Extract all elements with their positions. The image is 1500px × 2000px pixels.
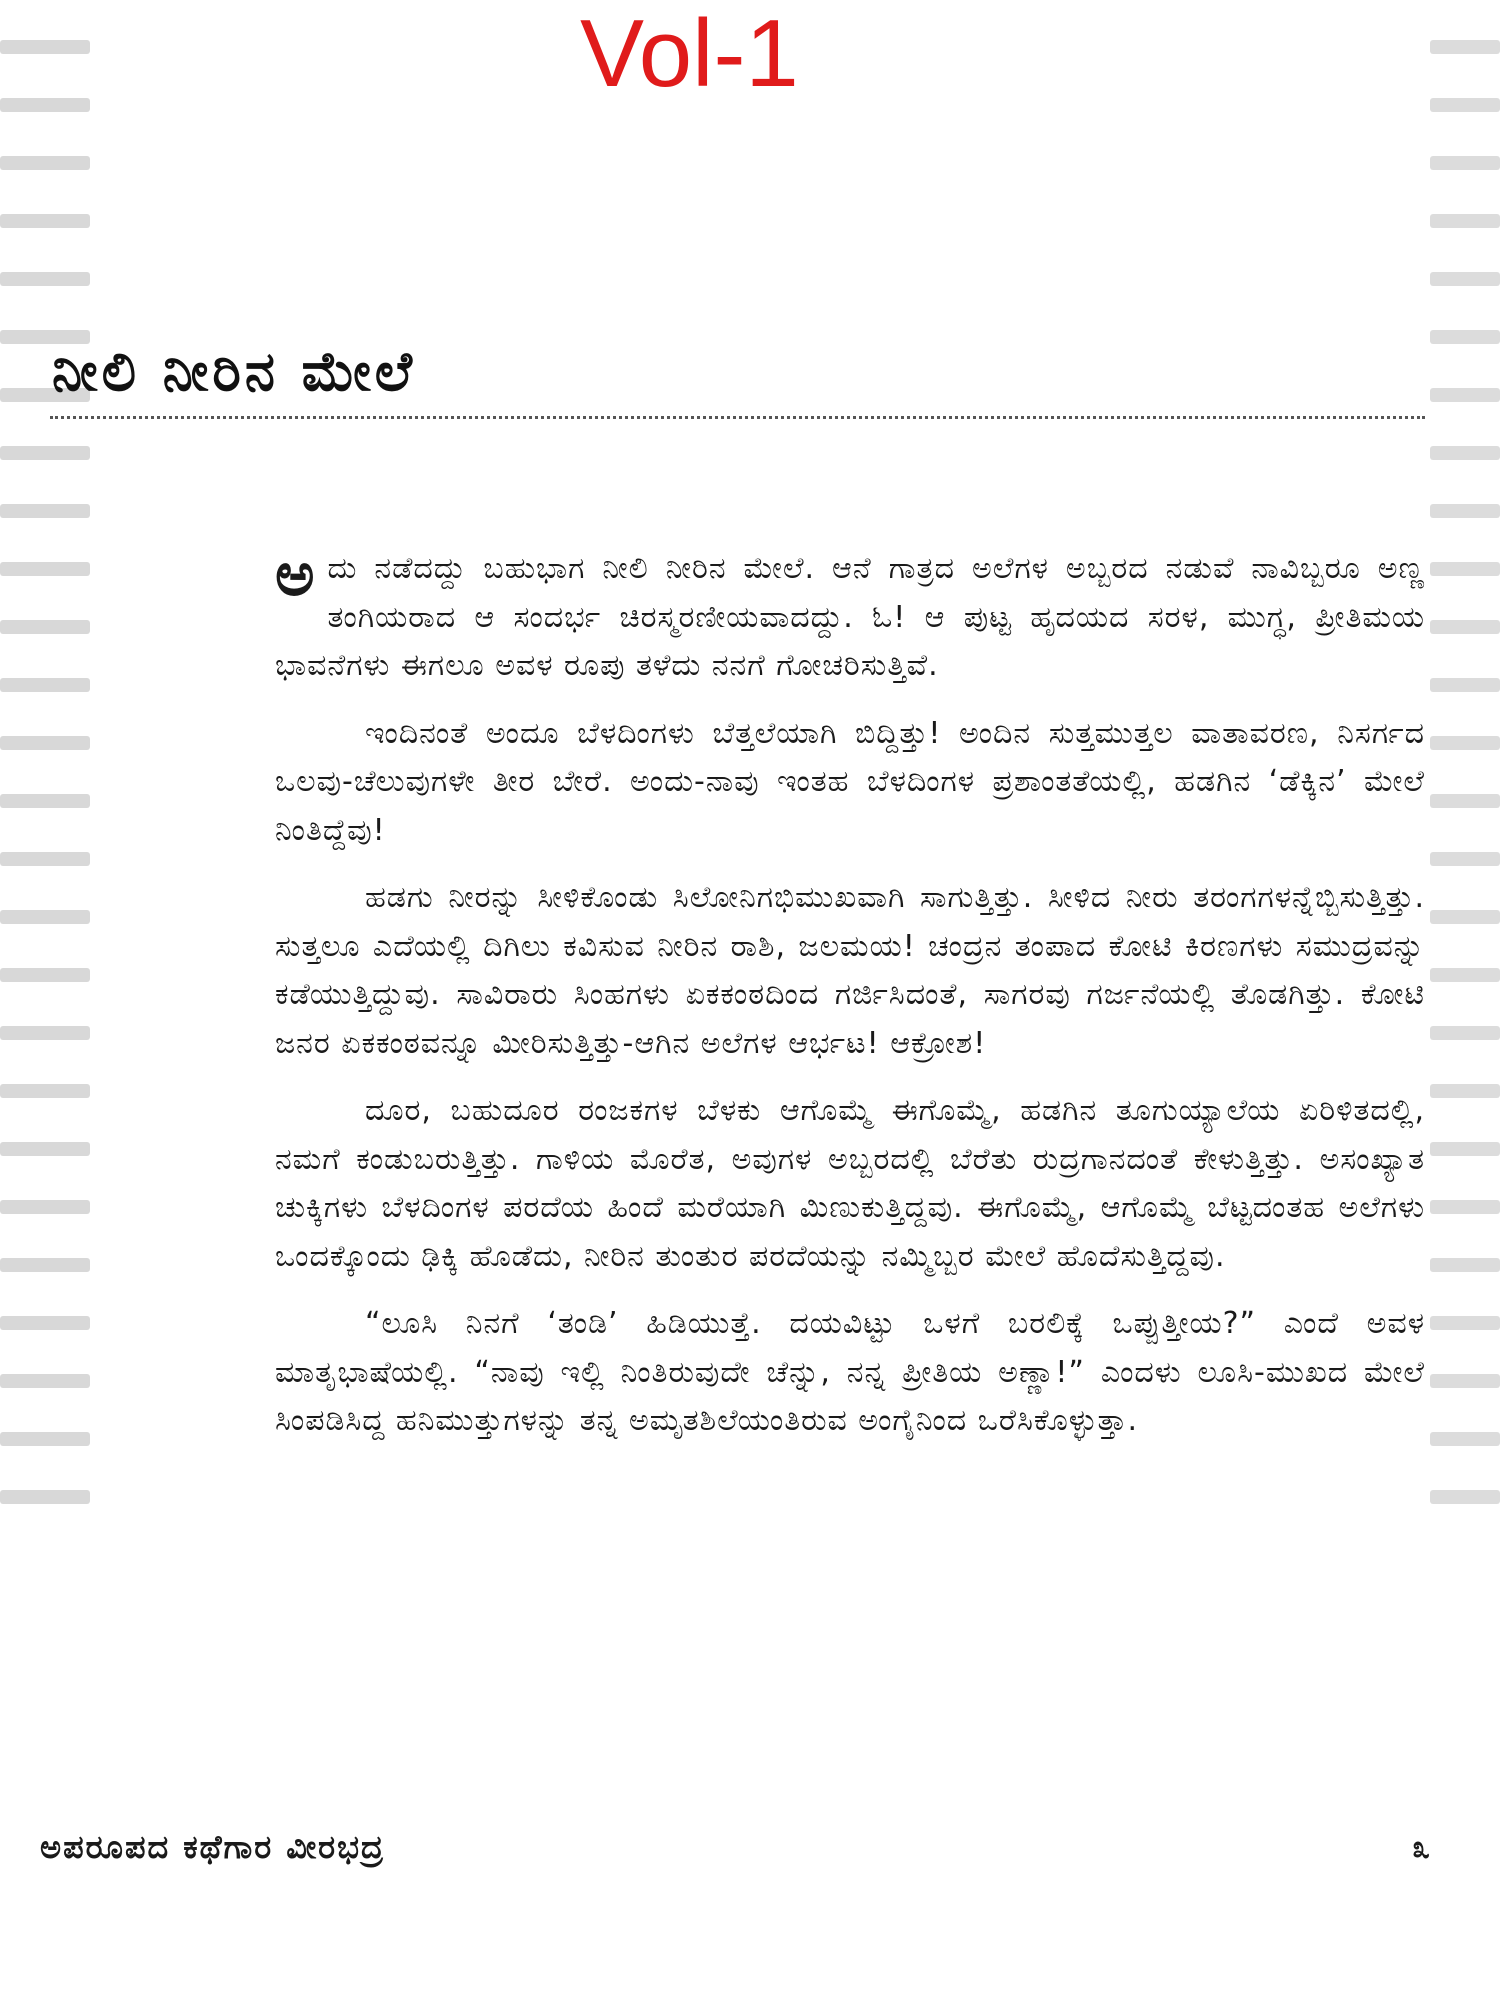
volume-label: Vol-1 [580, 0, 799, 107]
paragraph: ದೂರ, ಬಹುದೂರ ರಂಜಕಗಳ ಬೆಳಕು ಆಗೊಮ್ಮೆ ಈಗೊಮ್ಮೆ, ಹಡಗಿನ ತೂಗುಯ್ಯಾಲೆಯ ಏರಿಳಿತದಲ್ಲಿ, ನಮಗೆ ಕಂಡುಬರುತ್ತಿತ್ತು. ಗಾಳಿಯ ಮೊರೆತ, ಅವುಗಳ ಅಬ್ಬರದಲ್ಲಿ ಬೆರೆತು ರುದ್ರಗಾನದಂತೆ ಕೇಳುತ್ತಿತ್ತು. ಅಸಂಖ್ಯಾತ ಚುಕ್ಕಿಗಳು ಬೆಳದಿಂಗಳ ಪರದೆಯ ಹಿಂದೆ ಮರೆಯಾಗಿ ಮಿಣುಕುತ್ತಿದ್ದವು. ಈಗೊಮ್ಮೆ, ಆಗೊಮ್ಮೆ ಬೆಟ್ಟದಂತಹ ಅಲೆಗಳು ಒಂದಕ್ಕೊಂದು ಢಿಕ್ಕಿ ಹೊಡೆದು, ನೀರಿನ ತುಂತುರ ಪರದೆಯನ್ನು ನಮ್ಮಿಬ್ಬರ ಮೇಲೆ ಹೊದೆಸುತ್ತಿದ್ದವು. [275, 1093, 1425, 1274]
paragraph [275, 540, 1425, 691]
book-title: ಅಪರೂಪದ ಕಥೆಗಾರ ವೀರಭದ್ರ [40, 1828, 386, 1866]
page-number: ೩ [1412, 1828, 1430, 1866]
paragraph-text: ದು ನಡೆದದ್ದು ಬಹುಭಾಗ ನೀಲಿ ನೀರಿನ ಮೇಲೆ. ಆನೆ ಗಾತ್ರದ ಅಲೆಗಳ ಅಬ್ಬರದ ನಡುವೆ ನಾವಿಬ್ಬರೂ ಅಣ್ಣ ತಂಗಿಯರಾದ ಆ ಸಂದರ್ಭ ಚಿರಸ್ಮರಣೀಯವಾದದ್ದು. ಓ! ಆ ಪುಟ್ಟ ಹೃದಯದ ಸರಳ, ಮುಗ್ಧ, ಪ್ರೀತಿಮಯ ಭಾವನೆಗಳು ಈಗಲೂ ಅವಳ ರೂಪು ತಳೆದು ನನಗೆ ಗೋಚರಿಸುತ್ತಿವೆ. [275, 551, 1425, 683]
paragraph: “ಲೂಸಿ ನಿನಗೆ ‘ತಂಡಿ’ ಹಿಡಿಯುತ್ತೆ. ದಯವಿಟ್ಟು ಒಳಗೆ ಬರಲಿಕ್ಕೆ ಒಪ್ಪುತ್ತೀಯ?” ಎಂದೆ ಅವಳ ಮಾತೃಭಾಷೆಯಲ್ಲಿ. “ನಾವು ಇಲ್ಲಿ ನಿಂತಿರುವುದೇ ಚೆನ್ನು, ನನ್ನ ಪ್ರೀತಿಯ ಅಣ್ಣಾ!” ಎಂದಳು ಲೂಸಿ-ಮುಖದ ಮೇಲೆ ಸಿಂಪಡಿಸಿದ್ದ ಹನಿಮುತ್ತುಗಳನ್ನು ತನ್ನ ಅಮೃತಶಿಲೆಯಂತಿರುವ ಅಂಗೈನಿಂದ ಒರೆಸಿಕೊಳ್ಳುತ್ತಾ. [275, 1306, 1425, 1438]
paragraph: ಇಂದಿನಂತೆ ಅಂದೂ ಬೆಳದಿಂಗಳು ಬೆತ್ತಲೆಯಾಗಿ ಬಿದ್ದಿತ್ತು! ಅಂದಿನ ಸುತ್ತಮುತ್ತಲ ವಾತಾವರಣ, ನಿಸರ್ಗದ ಒಲವು-ಚೆಲುವುಗಳೇ ತೀರ ಬೇರೆ. ಅಂದು-ನಾವು ಇಂತಹ ಬೆಳದಿಂಗಳ ಪ್ರಶಾಂತತೆಯಲ್ಲಿ, ಹಡಗಿನ ‘ಡೆಕ್ಕಿನ’ ಮೇಲೆ ನಿಂತಿದ್ದೆವು! [275, 715, 1425, 848]
paragraph: ಹಡಗು ನೀರನ್ನು ಸೀಳಿಕೊಂಡು ಸಿಲೋನಿಗಭಿಮುಖವಾಗಿ ಸಾಗುತ್ತಿತ್ತು. ಸೀಳಿದ ನೀರು ತರಂಗಗಳನ್ನೆಬ್ಬಿಸುತ್ತಿತ್ತು. ಸುತ್ತಲೂ ಎದೆಯಲ್ಲಿ ದಿಗಿಲು ಕವಿಸುವ ನೀರಿನ ರಾಶಿ, ಜಲಮಯ! ಚಂದ್ರನ ತಂಪಾದ ಕೋಟಿ ಕಿರಣಗಳು ಸಮುದ್ರವನ್ನು ಕಡೆಯುತ್ತಿದ್ದುವು. ಸಾವಿರಾರು ಸಿಂಹಗಳು ಏಕಕಂಠದಿಂದ ಗರ್ಜಿಸಿದಂತೆ, ಸಾಗರವು ಗರ್ಜನೆಯಲ್ಲಿ ತೊಡಗಿತ್ತು. ಕೋಟಿ ಜನರ ಏಕಕಂಠವನ್ನೂ ಮೀರಿಸುತ್ತಿತ್ತು-ಆಗಿನ ಅಲೆಗಳ ಆರ್ಭಟ! ಆಕ್ರೋಶ! [275, 880, 1425, 1061]
chapter-title: ನೀಲಿ ನೀರಿನ ಮೇಲೆ [52, 340, 416, 403]
facing-page-bleed-left [0, 40, 90, 1560]
page-footer [40, 1828, 1460, 1872]
title-dotted-rule [50, 416, 1425, 419]
drop-cap: ಅ [275, 540, 316, 610]
body-text [275, 540, 1425, 1465]
facing-page-bleed-right [1430, 40, 1500, 1600]
